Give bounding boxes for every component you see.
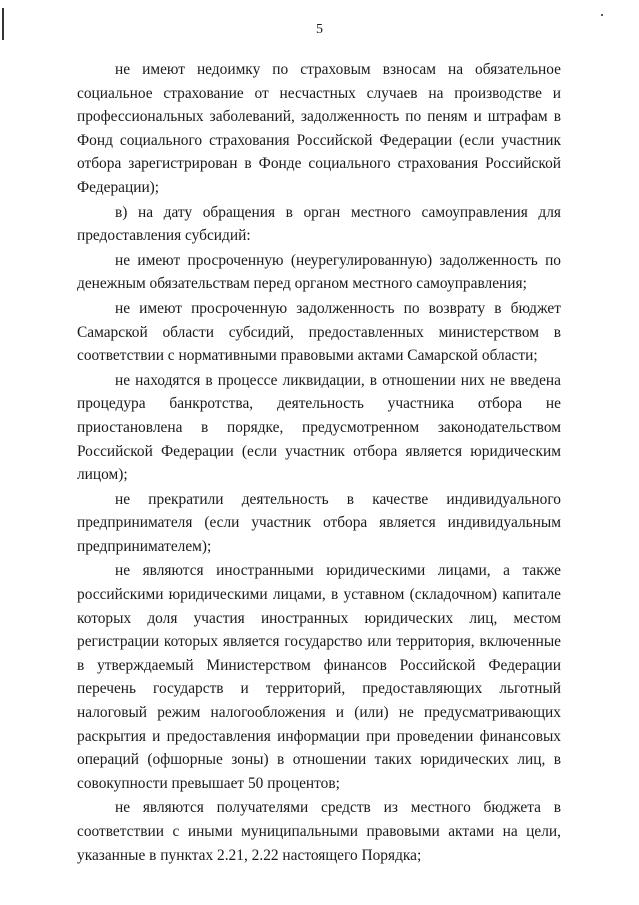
paragraph-overdue-subsidy-return: не имеют просроченную задолженность по возврату в бюджет Самарской области субсидий, предоставленных министерством в соответствии с нормативными правовыми актами Самарской области; [77,299,561,365]
paragraph-entrepreneur: не прекратили деятельность в качестве индивидуального предпринимателя (если участник отбора является индивидуальным предпринимателем); [77,490,561,555]
paragraph-overdue-obligations: не имеют просроченную (неурегулированную) задолженность по денежным обязательствам перед органом местного самоуправления; [77,251,561,293]
paragraph-budget-recipients: не являются получателями средств из местного бюджета в соответствии с иными муниципальными правовыми актами на цели, указанные в пунктах 2.21, 2.22 настоящего Порядка; [77,799,561,864]
paragraph-foreign-entities: не являются иностранными юридическими лицами, а также российскими юридическими лицами, в уставном (складочном) капитале которых доля участия иностранных юридических лиц, местом регистрации которых является государство или территория, включенные в утверждаемый Министерством финансов Российской Федерации перечень государств и территорий, предоставляющих льготный налоговый режим налогообложения и (или) не предусматривающих раскрытия и предоставления информации при проведении финансовых операций (офшорные зоны) в отношении таких юридических лиц, в совокупности превышает 50 процентов; [77,562,561,792]
scan-artifact-dot [601,14,603,16]
paragraph-liquidation: не находятся в процессе ликвидации, в отношении них не введена процедура банкротства, деятельность участника отбора не приостановлена в порядке, предусмотренном законодательством Российской Федерации (если участник отбора является юридическим лицом); [77,371,561,484]
document-body [77,58,561,868]
paragraph-insurance-debt: не имеют недоимку по страховым взносам на обязательное социальное страхование от несчастных случаев на производстве и профессиональных заболеваний, задолженность по пеням и штрафам в Фонд социального страхования Российской Федерации (если участник отбора зарегистрирован в Фонде социального страхования Российской Федерации); [77,61,561,196]
page-number: 5 [316,22,323,37]
paragraph-item-v: в) на дату обращения в орган местного самоуправления для предоставления субсидий: [77,203,561,245]
